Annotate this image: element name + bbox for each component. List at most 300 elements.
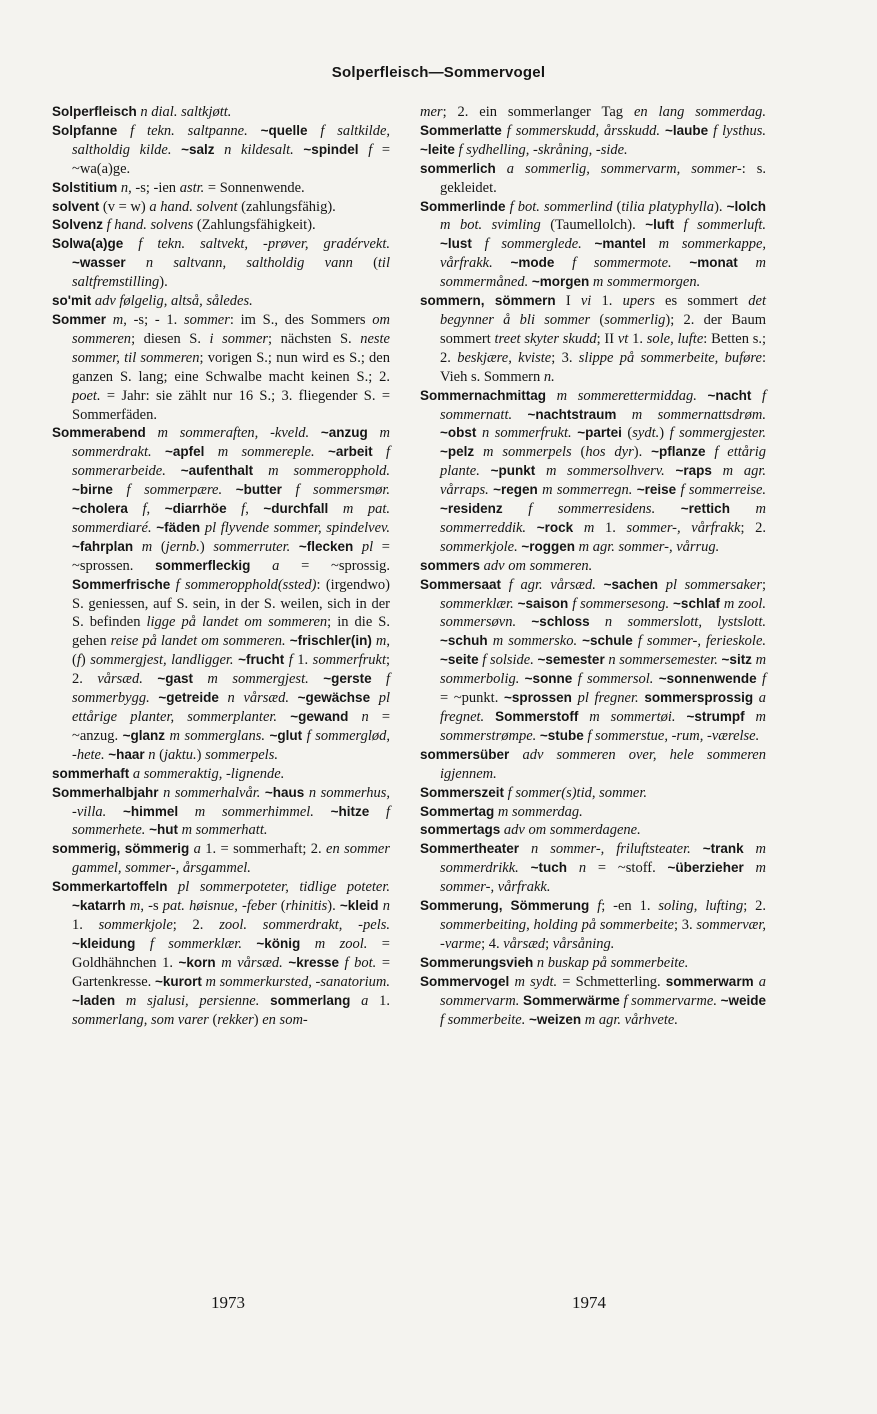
dictionary-entry <box>52 235 390 292</box>
entry-text: 1. <box>72 916 99 933</box>
headword: ~durchfall <box>263 501 329 517</box>
entry-text <box>596 577 604 593</box>
entry-text <box>484 709 495 725</box>
headword: ~fahrplan <box>72 538 134 554</box>
entry-text: ; 2. ein sommerlanger Tag <box>442 104 634 120</box>
translation-text: rhinitis <box>285 898 328 915</box>
translation-text: m sommersolhverv. <box>545 463 665 480</box>
translation-text: f <box>142 501 147 518</box>
translation-text: f sommerreise. <box>680 482 767 499</box>
entry-text <box>697 388 708 404</box>
headword: ~katarrh <box>72 898 126 914</box>
headword: ~pelz <box>440 444 475 460</box>
translation-text: f <box>761 671 766 688</box>
entry-text <box>348 709 361 725</box>
headword: ~kleid <box>339 898 379 914</box>
entry-text: (zahlungsfähig). <box>237 198 336 215</box>
headword: ~weizen <box>529 1011 582 1027</box>
headword: ~arbeit <box>328 444 373 460</box>
headword: ~korn <box>178 954 216 970</box>
entry-text <box>315 444 328 460</box>
translation-text: m agr. vårraps. <box>440 463 767 499</box>
translation-text: n kildesalt. <box>224 141 294 158</box>
entry-text <box>300 936 314 952</box>
translation-text: n buskap på sommerbeite. <box>536 954 689 971</box>
entry-text <box>369 804 386 820</box>
translation-text: m vårsæd. <box>221 954 283 971</box>
headword: ~morgen <box>531 274 590 290</box>
translation-text: a fregnet. <box>440 690 767 725</box>
entry-text <box>259 993 270 1009</box>
translation-text: f <box>76 652 81 669</box>
dictionary-entry <box>52 840 390 878</box>
entry-text: ) <box>253 1011 263 1028</box>
entry-text: I <box>555 293 581 310</box>
translation-text: om sommeren <box>72 311 390 347</box>
translation-text: m zool. <box>314 935 368 952</box>
entry-text: = ~stoff. <box>586 860 668 877</box>
entry-text <box>215 142 225 158</box>
page-number-left: 1973 <box>211 1293 245 1312</box>
translation-text: f sydhelling, -skråning, -side. <box>458 141 628 158</box>
headword: sommerfleckig <box>155 557 251 573</box>
entry-text <box>204 444 217 460</box>
headword: ~kresse <box>288 954 339 970</box>
headword: ~fäden <box>156 519 201 535</box>
entry-text: ( <box>208 1011 218 1028</box>
headword: ~pflanze <box>651 444 706 460</box>
headword: Sommerwärme <box>523 992 620 1008</box>
translation-text: a <box>272 557 280 574</box>
headword: ~salz <box>181 141 215 157</box>
translation-text: f hand. solvens <box>106 217 194 234</box>
entry-text: : Betten s.; 2. <box>440 330 767 366</box>
headword: ~monat <box>689 255 738 271</box>
entry-text <box>535 463 546 479</box>
translation-text: m sommermåned. <box>440 255 767 291</box>
translation-text: m sommerkappe, vårfrakk. <box>440 236 767 272</box>
headword: Sommertheater <box>420 841 520 857</box>
translation-text: sommerruter. <box>213 538 291 555</box>
translation-text: en sommer gammel, sommer-, årsgammel. <box>72 841 390 877</box>
entry-text <box>314 804 331 820</box>
entry-text <box>248 123 261 139</box>
headword: Sommertag <box>420 803 495 819</box>
translation-text: f sommersol. <box>577 671 654 688</box>
entry-text: ; nächsten S. <box>268 330 361 347</box>
entry-text: es sommert <box>654 293 749 310</box>
headword: ~tuch <box>530 860 568 876</box>
entry-text <box>368 425 380 441</box>
entry-text <box>253 463 268 479</box>
translation-text: m <box>583 519 595 536</box>
entry-text <box>152 444 165 460</box>
headword: sommersprossig <box>644 690 754 706</box>
translation-text: neste sommer, til sommeren <box>72 330 390 366</box>
entry-text <box>546 388 557 404</box>
entry-text <box>744 841 756 857</box>
translation-text: tilia platyphylla <box>621 198 715 215</box>
translation-text: m <box>129 898 141 915</box>
translation-text: sole, lufte <box>646 330 704 347</box>
translation-text: n <box>382 898 390 915</box>
headword: ~obst <box>440 425 477 441</box>
translation-text: pl ettårige planter, sommerplanter. <box>72 690 391 725</box>
translation-text: adv om sommeren. <box>483 557 593 574</box>
translation-text: n vårsæd. <box>227 690 289 707</box>
entry-text: ). <box>633 444 652 461</box>
entry-text <box>146 425 158 441</box>
translation-text: sommerbeiting, holding på sommerbeite <box>440 916 674 933</box>
translation-text: m sommerpels <box>483 444 572 461</box>
translation-text: f ettårig plante. <box>440 444 766 480</box>
headword: ~spindel <box>303 141 359 157</box>
entry-text <box>501 577 509 593</box>
headword: Sommernachmittag <box>420 387 547 403</box>
headword: ~quelle <box>260 122 308 138</box>
translation-text: sommerklær. <box>440 595 514 612</box>
left-column <box>52 103 390 1029</box>
entry-text <box>493 255 511 271</box>
dictionary-entry <box>420 103 766 160</box>
headword: sommerlang <box>270 992 351 1008</box>
entry-text <box>117 123 130 139</box>
entry-text <box>113 482 127 498</box>
entry-text <box>672 255 690 271</box>
translation-text: pl sommersaker <box>665 576 762 593</box>
entry-text <box>730 501 756 517</box>
headword: ~seite <box>440 652 479 668</box>
entry-text: 1. = sommerhaft; 2. <box>200 841 327 858</box>
headword: ~gerste <box>323 671 372 687</box>
dictionary-entry <box>420 746 766 784</box>
translation-text: m sommermorgen. <box>592 274 701 291</box>
translation-text: adv følgelig, altså, således. <box>94 293 253 310</box>
headword: Solwa(a)ge <box>52 236 124 252</box>
entry-text: 1. <box>368 992 391 1009</box>
translation-text: hos dyr <box>585 444 634 461</box>
translation-text: sydt. <box>632 425 660 442</box>
entry-text <box>519 860 531 876</box>
translation-text: treet skyter skudd <box>494 330 597 347</box>
entry-text <box>353 539 362 555</box>
entry-text <box>590 614 605 630</box>
entry-text <box>143 671 157 687</box>
translation-text: beskjære, kviste <box>457 349 552 366</box>
entry-text: : im S., des Sommers <box>229 311 373 328</box>
translation-text: pl <box>361 538 374 555</box>
translation-text: sommer-, vårfrakk <box>626 519 741 536</box>
translation-text: det begynner å bli sommer <box>440 293 766 328</box>
translation-text: f sommer-, ferieskole. <box>637 633 767 650</box>
entry-text: (v = w) <box>99 198 150 215</box>
entry-text: , ( <box>72 633 390 669</box>
headword: Sommerhalbjahr <box>52 784 159 800</box>
right-column <box>420 103 766 1029</box>
translation-text: f solside. <box>482 652 534 669</box>
headword: sommerhaft <box>52 765 130 781</box>
entry-text: , <box>146 501 165 518</box>
entry-text <box>193 671 207 687</box>
headword: Sommerfrische <box>72 576 171 592</box>
entry-text <box>359 142 369 158</box>
entry-text <box>738 255 756 271</box>
translation-text: f sommerarbeide. <box>72 444 391 480</box>
translation-text: f <box>597 898 602 915</box>
entry-text: ). <box>327 898 340 915</box>
headword: ~butter <box>235 482 282 498</box>
entry-text: = Gartenkresse. <box>72 954 391 990</box>
translation-text: vårsæd <box>503 935 546 952</box>
translation-text: f sommerstue, -rum, -værelse. <box>587 727 760 744</box>
headword: sommerlich <box>420 160 496 176</box>
entry-text: ( <box>590 311 605 328</box>
headword: ~reise <box>636 482 677 498</box>
entry-text <box>676 709 687 725</box>
translation-text: m sommerdrikk. <box>440 841 767 877</box>
entry-text <box>166 463 181 479</box>
translation-text: m sommer-, vårfrakk. <box>440 860 767 896</box>
entry-text <box>573 520 584 536</box>
headword: ~punkt <box>490 463 536 479</box>
headword: sommers <box>420 557 481 573</box>
headword: ~getreide <box>158 690 219 706</box>
entry-text: ; in die S. gehen <box>72 614 390 650</box>
entry-text: = Goldhähnchen 1. <box>72 935 390 971</box>
entry-text <box>171 142 181 158</box>
translation-text: n <box>578 860 587 877</box>
translation-text: poet. <box>72 387 101 404</box>
headword: ~stube <box>539 727 584 743</box>
entry-text: : s. gekleidet. <box>440 160 767 196</box>
entry-text <box>294 142 304 158</box>
headword: solvent <box>52 198 100 214</box>
entry-text <box>691 841 703 857</box>
translation-text: f sommernatt. <box>440 387 766 423</box>
translation-text: m sommergjest. <box>207 671 309 688</box>
translation-text: m agr. sommer-, vårrug. <box>578 538 720 555</box>
dictionary-entry <box>420 821 766 840</box>
entry-text: = ~sprossen. <box>72 538 390 574</box>
entry-text: , -s; - 1. <box>123 311 184 328</box>
entry-text: ( <box>571 444 586 461</box>
translation-text: sommerpels. <box>205 746 278 763</box>
headword: ~wasser <box>72 255 126 271</box>
headword: Solvenz <box>52 217 104 233</box>
entry-text: ) <box>80 652 91 669</box>
translation-text: m <box>375 633 387 650</box>
headword: ~diarrhöe <box>164 501 227 517</box>
headword: Sommerlatte <box>420 122 502 138</box>
entry-text <box>646 236 659 252</box>
translation-text: f sommerbeite. <box>440 1011 526 1028</box>
entry-text <box>751 388 762 404</box>
headword: ~leite <box>420 141 455 157</box>
translation-text: n sommer-, friluftsteater. <box>531 841 691 858</box>
entry-text <box>222 482 236 498</box>
headword: ~haus <box>264 784 305 800</box>
dictionary-entry <box>52 765 390 784</box>
headword: ~gewächse <box>297 690 371 706</box>
translation-text: f sommermote. <box>572 255 672 272</box>
headword: Solpfanne <box>52 122 118 138</box>
translation-text: vi <box>580 293 592 310</box>
translation-text: sommerkjole <box>98 916 173 933</box>
headword: ~mantel <box>594 236 646 252</box>
translation-text: m sommersko. <box>492 633 578 650</box>
entry-text: = ~punkt. <box>440 690 504 707</box>
translation-text: m <box>112 311 124 328</box>
headword: ~strumpf <box>686 709 745 724</box>
translation-text: n sommerfrukt. <box>481 425 572 442</box>
translation-text: upers <box>622 293 655 310</box>
headword: ~saison <box>517 595 569 611</box>
dictionary-entry <box>52 878 390 1029</box>
entry-text <box>674 217 683 233</box>
entry-text: ( <box>276 898 286 915</box>
headword: ~sonnenwende <box>658 671 757 687</box>
translation-text: m sommerhimmel. <box>194 803 314 820</box>
entry-text <box>115 993 126 1009</box>
entry-text <box>373 444 386 460</box>
entry-text <box>290 539 299 555</box>
translation-text: adv om sommerdagene. <box>503 822 641 839</box>
entry-text: ( <box>612 198 622 215</box>
entry-text: ; II <box>596 330 618 347</box>
dictionary-entry <box>52 292 390 311</box>
headword: Sommerabend <box>52 425 146 441</box>
entry-text: ; <box>761 576 767 593</box>
entry-text <box>567 860 579 876</box>
entry-text <box>474 444 483 460</box>
translation-text: m sommerkursted, -sanatorium. <box>205 973 391 990</box>
headword: ~partei <box>577 425 622 441</box>
entry-text: ; 2. <box>172 916 220 933</box>
entry-text <box>370 690 379 706</box>
translation-text: m sommerstrømpe. <box>440 709 766 744</box>
entry-text <box>309 425 321 441</box>
translation-text: rekker <box>217 1011 254 1028</box>
entry-text: ; 4. <box>481 935 504 952</box>
headword: ~sitz <box>721 652 752 668</box>
entry-text <box>178 804 195 820</box>
translation-text: f sommersesong. <box>572 595 670 612</box>
entry-text: = ~sprossig. <box>279 557 390 574</box>
headword: Sommer <box>52 311 107 327</box>
translation-text: f <box>368 141 373 158</box>
headword: ~aufenthalt <box>180 463 254 479</box>
entry-text: ( <box>352 255 378 272</box>
headword: ~himmel <box>122 803 179 819</box>
headword: ~cholera <box>72 501 128 517</box>
translation-text: m sommeraften, -kveld. <box>157 425 310 442</box>
entry-text <box>128 501 143 517</box>
headword: sommertags <box>420 822 501 838</box>
entry-text: ). <box>714 198 727 215</box>
headword: ~sonne <box>524 671 573 687</box>
translation-text: adv sommeren over, hele sommeren igjennem. <box>440 746 766 782</box>
headword: ~mode <box>510 255 555 271</box>
translation-text: sommerkjole. <box>440 538 518 555</box>
headword: ~schuh <box>440 633 488 649</box>
entry-text <box>282 482 296 498</box>
entry-text <box>328 501 343 517</box>
translation-text: m sommerettermiddag. <box>556 387 697 404</box>
entry-text <box>616 407 631 423</box>
headword: sommern, sömmern <box>420 293 556 309</box>
translation-text: f sommerskudd, årsskudd. <box>506 122 661 139</box>
headword: so'mit <box>52 293 92 309</box>
entry-text: , -s; -ien <box>128 179 180 196</box>
entry-text <box>582 236 595 252</box>
headword: ~luft <box>645 217 675 233</box>
translation-text: pl fregner. <box>577 690 639 707</box>
translation-text: a sommeraktig, -lignende. <box>132 765 285 782</box>
entry-text <box>277 709 290 725</box>
translation-text: m agr. vårhvete. <box>584 1011 678 1028</box>
entry-text: 1. <box>591 293 623 310</box>
headword: ~glut <box>269 727 303 743</box>
entry-text: = Jahr: sie zählt nur 16 S.; 3. fliegender S. = Sommerfäden. <box>72 387 390 423</box>
headword: ~schule <box>582 633 633 649</box>
entry-text <box>133 539 142 555</box>
translation-text: sommer <box>183 311 230 328</box>
translation-text: vt <box>617 330 629 347</box>
translation-text: n <box>148 746 156 763</box>
entry-text <box>578 709 589 725</box>
translation-text: a <box>361 992 369 1009</box>
entry-text: = Sonnenwende. <box>204 179 305 196</box>
headword: Solperfleisch <box>52 104 137 119</box>
dictionary-entry <box>52 424 390 764</box>
dictionary-entry <box>420 576 766 746</box>
headword: ~birne <box>72 482 113 498</box>
entry-text: ) <box>199 538 214 555</box>
translation-text: f agr. vårsæd. <box>508 576 596 593</box>
entry-text: ; -en 1. <box>601 898 659 915</box>
headword: ~gast <box>157 671 193 687</box>
entry-text: : Vieh s. Sommern <box>440 349 766 385</box>
dictionary-entry <box>52 784 390 841</box>
translation-text: m bot. svimling <box>440 217 541 234</box>
headword: ~roggen <box>521 538 575 554</box>
dictionary-entry <box>420 557 766 576</box>
entry-text: 1. <box>292 652 313 669</box>
entry-text: ( <box>621 425 633 442</box>
entry-text: = ~wa(a)ge. <box>72 141 391 177</box>
translation-text: f sommerresidens. <box>528 501 656 518</box>
entry-text: ); 2. der Baum sommert <box>440 311 766 347</box>
dictionary-entry <box>420 954 766 973</box>
translation-text: n <box>361 709 369 725</box>
translation-text: m <box>141 538 153 555</box>
headword: ~apfel <box>164 444 205 460</box>
headword: ~hitze <box>330 803 370 819</box>
entry-text: 1. <box>628 330 647 347</box>
headword: sommerig, sömmerig <box>52 841 190 857</box>
translation-text: f lysthus. <box>713 122 767 139</box>
translation-text: m sjalusi, persienne. <box>125 992 260 1009</box>
translation-text: f sommergjester. <box>669 425 767 442</box>
translation-text: i sommer <box>209 330 269 347</box>
headword: Sommervogel <box>420 973 510 989</box>
translation-text: m sommerdag. <box>497 803 583 820</box>
translation-text: f <box>288 652 293 669</box>
entry-text: ; 3. <box>673 916 697 933</box>
translation-text: m sommerdrakt. <box>72 425 391 461</box>
translation-text: mer <box>420 104 443 120</box>
entry-text: ; 2. <box>72 652 391 688</box>
